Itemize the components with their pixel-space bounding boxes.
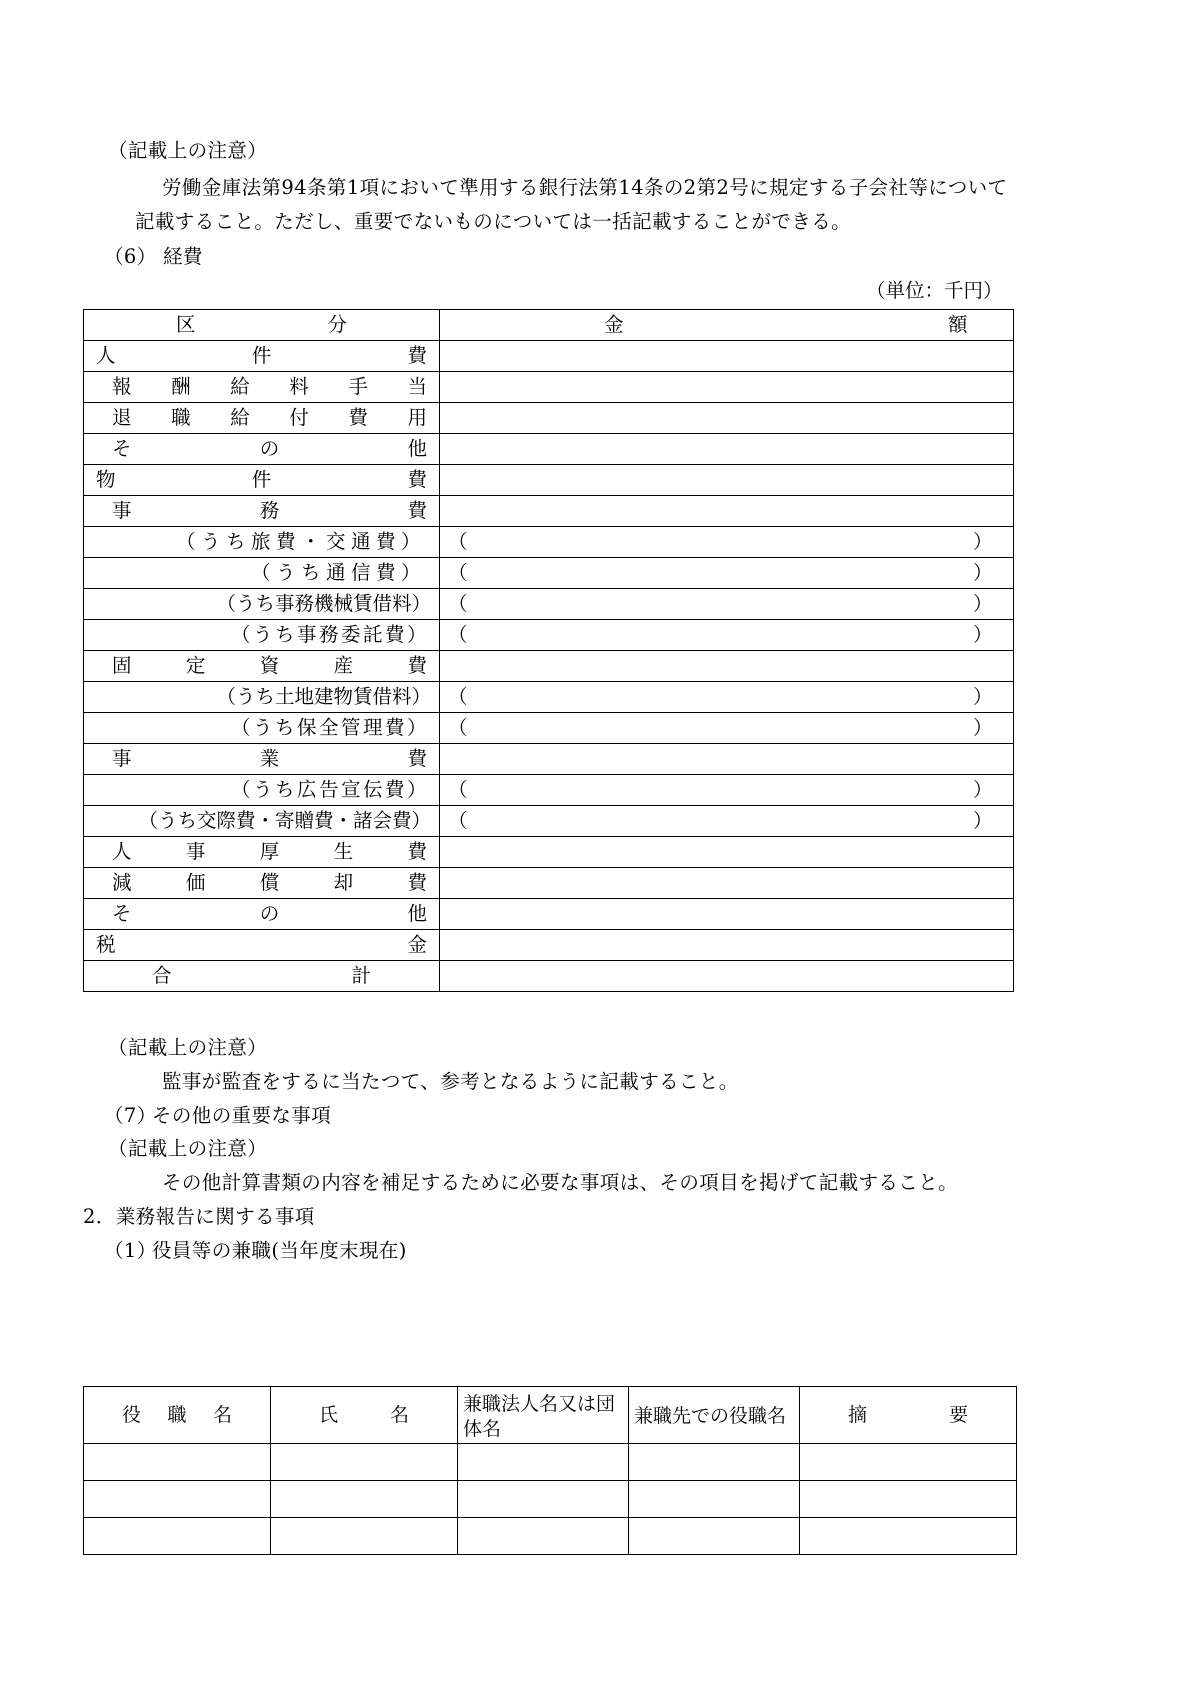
table-row: [84, 682, 1014, 713]
concurrent-data-cell[interactable]: [458, 1444, 629, 1481]
section-7-number: （7）: [104, 1104, 157, 1127]
expense-amount-cell[interactable]: [440, 558, 1014, 589]
expense-amount-cell[interactable]: [440, 434, 1014, 465]
expense-amount-cell[interactable]: [440, 372, 1014, 403]
expense-amount-cell[interactable]: [440, 651, 1014, 682]
concurrent-header-label: 兼職法人名又は団体名: [463, 1392, 616, 1440]
table-row: [84, 1518, 1017, 1555]
concurrent-header-label: 摘要: [848, 1404, 968, 1426]
expense-label-cell: [84, 775, 440, 806]
expense-label: 人事厚生費: [112, 840, 427, 863]
concurrent-data-cell[interactable]: [84, 1444, 271, 1481]
expense-label-cell: [84, 403, 440, 434]
unit-label: （単位：千円）: [866, 279, 1003, 302]
header-amount-char-2: 額: [948, 313, 968, 336]
expense-amount-cell[interactable]: [440, 868, 1014, 899]
expense-label: （うち広告宣伝費）: [230, 778, 429, 801]
expense-table-body: [84, 310, 1014, 992]
expense-label-cell: [84, 837, 440, 868]
paren-open: （: [448, 778, 468, 801]
table-row: [84, 744, 1014, 775]
expense-amount-cell[interactable]: [440, 775, 1014, 806]
expense-label: 固定資産費: [112, 654, 427, 677]
notes-heading-3: （記載上の注意）: [108, 1137, 268, 1160]
paren-close: ）: [973, 592, 993, 615]
concurrent-header-cell: [458, 1387, 629, 1444]
expense-label: 人件費: [96, 344, 427, 367]
table-row: [84, 651, 1014, 682]
expense-label: 事務費: [112, 499, 427, 522]
table-row: [84, 899, 1014, 930]
expense-label: （うち事務委託費）: [230, 623, 429, 646]
paren-open: （: [448, 592, 468, 615]
paren-close: ）: [973, 623, 993, 646]
concurrent-data-cell[interactable]: [84, 1481, 271, 1518]
table-row: [84, 620, 1014, 651]
expense-amount-cell[interactable]: [440, 837, 1014, 868]
concurrent-post-table: [83, 1386, 1017, 1555]
expense-label-cell: [84, 713, 440, 744]
section-6-title: 経費: [163, 245, 203, 268]
expense-label: 物件費: [96, 468, 427, 491]
paren-close: ）: [973, 561, 993, 584]
note-1-line-1: 労働金庫法第94条第1項において準用する銀行法第14条の2第2号に規定する子会社等について: [162, 176, 1008, 199]
expense-label: 合計: [152, 964, 371, 987]
expense-label-cell: [84, 682, 440, 713]
paren-close: ）: [973, 809, 993, 832]
concurrent-data-cell[interactable]: [458, 1518, 629, 1555]
notes-heading-1: （記載上の注意）: [108, 139, 268, 162]
expense-label: その他: [112, 902, 427, 925]
amount-paren-field: [440, 713, 1013, 743]
table-row: [84, 589, 1014, 620]
table-row: [84, 1444, 1017, 1481]
table-row: [84, 837, 1014, 868]
expense-label: 税金: [96, 933, 427, 956]
expense-label-cell: [84, 341, 440, 372]
expense-amount-cell[interactable]: [440, 620, 1014, 651]
table-header-row: [84, 310, 1014, 341]
expense-label: 減価償却費: [112, 871, 427, 894]
expense-amount-cell[interactable]: [440, 713, 1014, 744]
amount-paren-field: [440, 682, 1013, 712]
concurrent-header-cell: [84, 1387, 271, 1444]
header-label-amount: [440, 310, 1013, 340]
concurrent-data-cell[interactable]: [629, 1444, 800, 1481]
table-row: [84, 806, 1014, 837]
expense-amount-cell[interactable]: [440, 744, 1014, 775]
expense-label-cell: [84, 651, 440, 682]
expense-label: 退職給付費用: [112, 406, 427, 429]
amount-paren-field: [440, 620, 1013, 650]
concurrent-data-cell[interactable]: [84, 1518, 271, 1555]
table-row: [84, 403, 1014, 434]
table-row: [84, 868, 1014, 899]
paren-open: （: [448, 685, 468, 708]
note-1-line-2: 記載すること。ただし、重要でないものについては一括記載することができる。: [135, 210, 852, 233]
concurrent-data-cell[interactable]: [271, 1518, 458, 1555]
section-2-1-number: （1）: [104, 1239, 157, 1262]
expense-amount-cell[interactable]: [440, 496, 1014, 527]
expense-label: （うち土地建物賃借料）: [216, 685, 431, 708]
table-row: [84, 961, 1014, 992]
concurrent-data-cell[interactable]: [271, 1481, 458, 1518]
concurrent-post-table-body: [84, 1387, 1017, 1555]
expense-label-cell: [84, 899, 440, 930]
header-label-division: 区分: [176, 313, 347, 336]
note-3-body: その他計算書類の内容を補足するために必要な事項は、その項目を掲げて記載すること。: [162, 1171, 959, 1194]
expense-label-cell: [84, 806, 440, 837]
expense-label-cell: [84, 527, 440, 558]
expense-amount-cell[interactable]: [440, 806, 1014, 837]
concurrent-header-row: [84, 1387, 1017, 1444]
section-2-1-title: 役員等の兼職(当年度末現在): [152, 1239, 407, 1262]
expense-amount-cell[interactable]: [440, 899, 1014, 930]
expense-label-cell: [84, 620, 440, 651]
table-row: [84, 496, 1014, 527]
section-7-title: その他の重要な事項: [152, 1104, 332, 1127]
table-row: [84, 465, 1014, 496]
expense-label: （うち保全管理費）: [230, 716, 429, 739]
table-row: [84, 930, 1014, 961]
section-6-number: （6）: [104, 245, 157, 268]
paren-open: （: [448, 716, 468, 739]
note-2-body: 監事が監査をするに当たつて、参考となるように記載すること。: [162, 1070, 739, 1093]
expense-label-cell: [84, 465, 440, 496]
expense-label-cell: [84, 930, 440, 961]
table-row: [84, 558, 1014, 589]
expense-label: その他: [112, 437, 427, 460]
paren-open: （: [448, 809, 468, 832]
expense-label-cell: [84, 961, 440, 992]
expense-label-cell: [84, 434, 440, 465]
expense-label: 報酬給料手当: [112, 375, 427, 398]
table-row: [84, 434, 1014, 465]
concurrent-data-cell[interactable]: [458, 1481, 629, 1518]
paren-close: ）: [973, 716, 993, 739]
expense-label: （うち事務機械賃借料）: [216, 592, 431, 615]
amount-paren-field: [440, 527, 1013, 557]
expense-amount-cell[interactable]: [440, 465, 1014, 496]
expense-label-cell: [84, 496, 440, 527]
concurrent-header-label: 兼職先での役職名: [634, 1405, 787, 1427]
paren-close: ）: [973, 530, 993, 553]
expense-label-cell: [84, 868, 440, 899]
expense-label-cell: [84, 372, 440, 403]
expense-table: [83, 309, 1014, 992]
expense-label-cell: [84, 744, 440, 775]
concurrent-data-cell[interactable]: [800, 1518, 1017, 1555]
table-row: [84, 1481, 1017, 1518]
notes-heading-2: （記載上の注意）: [108, 1036, 268, 1059]
concurrent-data-cell[interactable]: [800, 1444, 1017, 1481]
expense-label: 事業費: [112, 747, 427, 770]
concurrent-header-cell: [271, 1387, 458, 1444]
expense-amount-cell[interactable]: [440, 682, 1014, 713]
paren-close: ）: [973, 685, 993, 708]
paren-open: （: [448, 623, 468, 646]
concurrent-header-label: 役職名: [122, 1404, 232, 1426]
concurrent-header-cell: [629, 1387, 800, 1444]
expense-amount-cell[interactable]: [440, 930, 1014, 961]
section-2-title: 2．業務報告に関する事項: [83, 1205, 315, 1228]
amount-paren-field: [440, 806, 1013, 836]
paren-close: ）: [973, 778, 993, 801]
table-row: [84, 341, 1014, 372]
table-row: [84, 713, 1014, 744]
expense-label: （うち交際費・寄贈費・諸会費）: [138, 809, 431, 832]
expense-amount-cell[interactable]: [440, 527, 1014, 558]
amount-paren-field: [440, 558, 1013, 588]
concurrent-data-cell[interactable]: [629, 1481, 800, 1518]
header-cell-amount: [440, 310, 1014, 341]
expense-label-cell: [84, 589, 440, 620]
concurrent-header-label: 氏名: [319, 1404, 409, 1426]
table-row: [84, 527, 1014, 558]
expense-amount-cell[interactable]: [440, 403, 1014, 434]
expense-label: （うち旅費・交通費）: [175, 530, 426, 553]
concurrent-data-cell[interactable]: [629, 1518, 800, 1555]
paren-open: （: [448, 561, 468, 584]
expense-label: （うち通信費）: [250, 561, 426, 584]
table-row: [84, 372, 1014, 403]
expense-amount-cell[interactable]: [440, 589, 1014, 620]
header-cell-division: [84, 310, 440, 341]
concurrent-data-cell[interactable]: [271, 1444, 458, 1481]
expense-amount-cell[interactable]: [440, 341, 1014, 372]
concurrent-header-cell: [800, 1387, 1017, 1444]
expense-label-cell: [84, 558, 440, 589]
paren-open: （: [448, 530, 468, 553]
amount-paren-field: [440, 589, 1013, 619]
concurrent-data-cell[interactable]: [800, 1481, 1017, 1518]
table-row: [84, 775, 1014, 806]
header-amount-char-1: 金: [604, 313, 624, 336]
expense-amount-cell[interactable]: [440, 961, 1014, 992]
amount-paren-field: [440, 775, 1013, 805]
